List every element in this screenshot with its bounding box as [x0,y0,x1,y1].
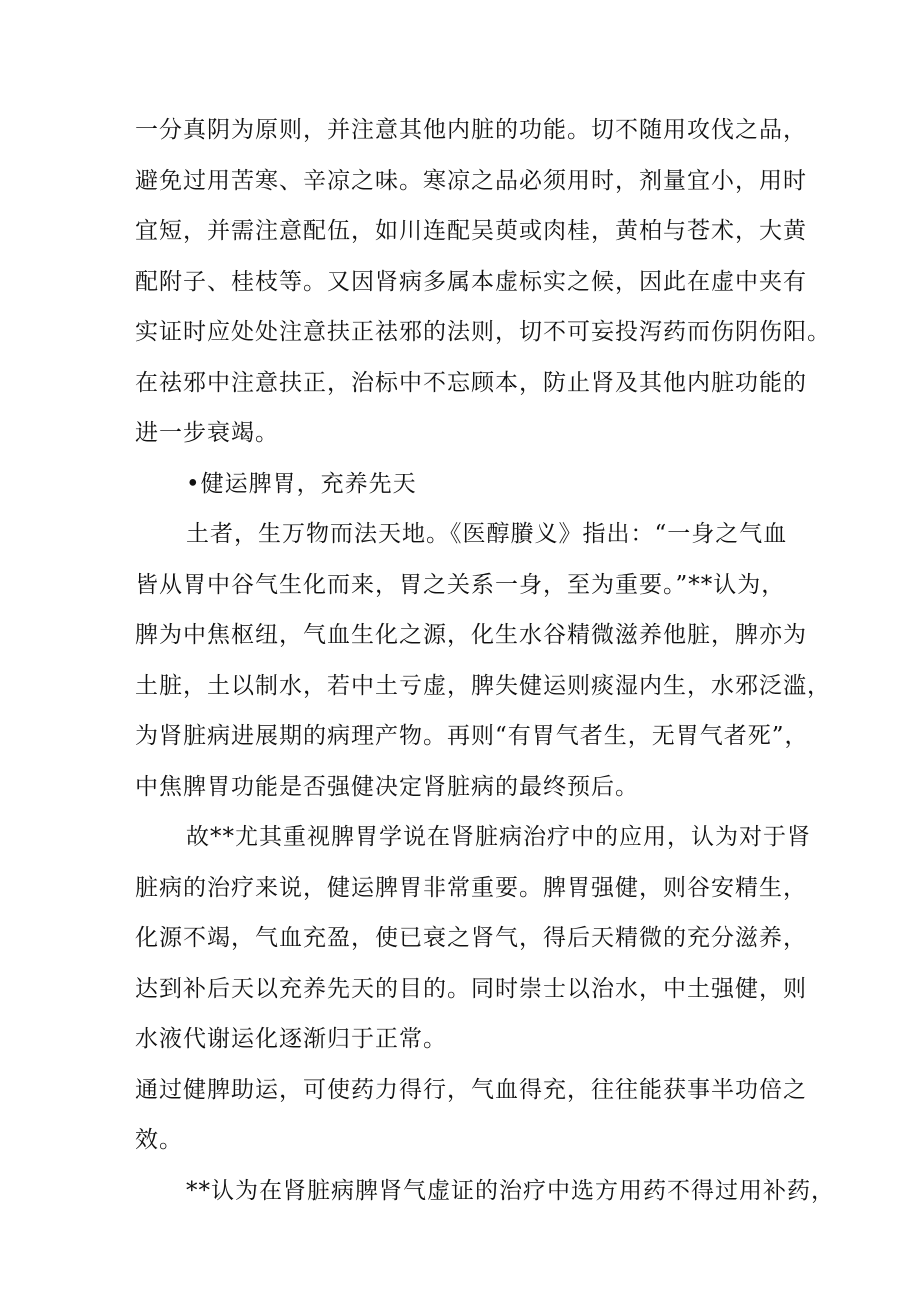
paragraph-2-line-2: 皆从胃中谷气生化而来，胃之关系一身，至为重要。”**认为， [135,572,786,598]
paragraph-2-line-3: 脾为中焦枢纽，气血生化之源，化生水谷精微滋养他脏，脾亦为 [135,622,807,648]
paragraph-2-line-5: 为肾脏病进展期的病理产物。再则“有胃气者生，无胃气者死”， [135,723,809,749]
section-heading: •健运脾胃，充养先天 [186,471,417,497]
paragraph-1-line-7: 进一步衰竭。 [135,420,279,446]
paragraph-2-line-6: 中焦脾胃功能是否强健决定肾脏病的最终预后。 [135,774,639,800]
paragraph-2-line-1: 土者，生万物而法天地。《医醇賸义》指出：“一身之气血 [186,521,788,547]
paragraph-1-line-5: 实证时应处处注意扶正祛邪的法则，切不可妄投泻药而伤阴伤阳。 [135,319,831,345]
paragraph-4-line-2: 效。 [135,1127,183,1153]
paragraph-1-line-4: 配附子、桂枝等。又因肾病多属本虚标实之候，因此在虚中夹有 [135,269,807,295]
paragraph-3-line-2: 脏病的治疗来说，健运脾胃非常重要。脾胃强健，则谷安精生， [135,875,807,901]
paragraph-1-line-6: 在祛邪中注意扶正，治标中不忘顾本，防止肾及其他内脏功能的 [135,370,807,396]
paragraph-3-line-4: 达到补后天以充养先天的目的。同时崇士以治水，中土强健，则 [135,976,807,1002]
paragraph-2-line-4: 土脏，土以制水，若中土亏虚，脾失健运则痰湿内生，水邪泛滥， [135,673,831,699]
paragraph-3-line-5: 水液代谢运化逐渐归于正常。 [135,1026,447,1052]
paragraph-1-line-2: 避免过用苦寒、辛凉之味。寒凉之品必须用时，剂量宜小，用时 [135,168,807,194]
paragraph-3-line-1: 故**尤其重视脾胃学说在肾脏病治疗中的应用，认为对于肾 [186,824,811,850]
paragraph-1-line-1: 一分真阴为原则，并注意其他内脏的功能。切不随用攻伐之品， [135,117,807,143]
paragraph-3-line-3: 化源不竭，气血充盈，使已衰之肾气，得后天精微的充分滋养， [135,925,807,951]
paragraph-4-line-1: 通过健脾助运，可使药力得行，气血得充，往往能获事半功倍之 [135,1077,807,1103]
paragraph-1-line-3: 宜短，并需注意配伍，如川连配吴萸或肉桂，黄柏与苍术，大黄 [135,218,807,244]
paragraph-5-line-1: **认为在肾脏病脾肾气虚证的治疗中选方用药不得过用补药， [186,1178,835,1204]
